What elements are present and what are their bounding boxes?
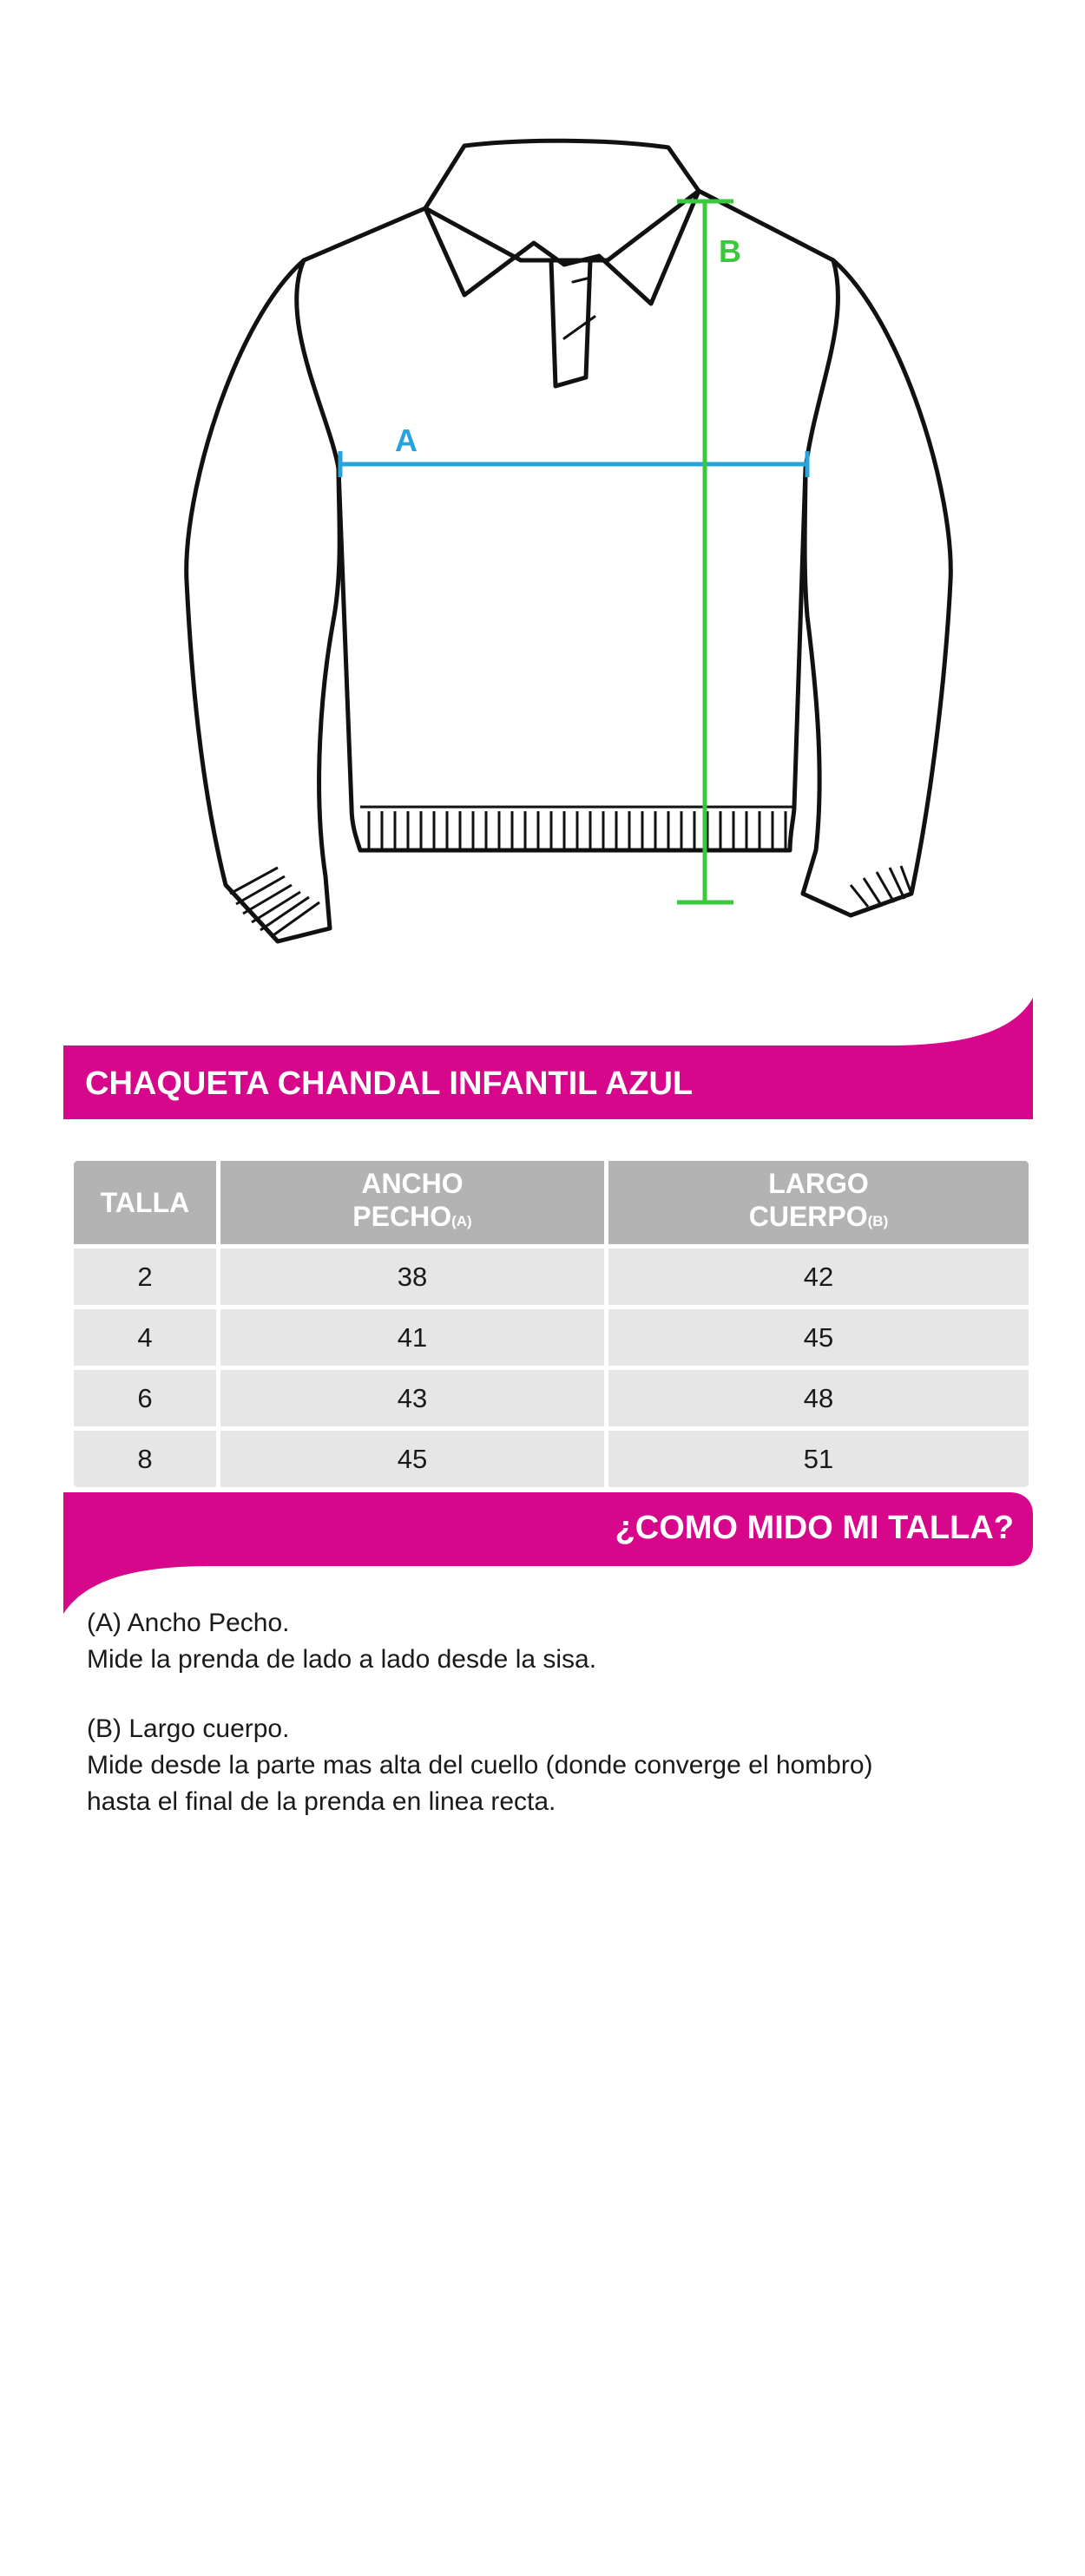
jacket-body [297,191,838,850]
measure-label-b: B [719,233,741,269]
table-row [74,1431,1029,1487]
how-to-measure-title: ¿COMO MIDO MI TALLA? [615,1510,1014,1546]
collar-back [425,141,699,260]
header-talla: TALLA [74,1161,216,1244]
jacket-measurement-diagram [156,130,972,980]
how-to-measure-band [63,1492,1033,1622]
header-ancho-pecho: ANCHO PECHO(A) [220,1161,604,1244]
size-table [69,1157,1033,1491]
instruction-b-text-1: Mide desde la parte mas alta del cuello (donde converge el hombro) [87,1751,873,1780]
cell-largo: 48 [608,1370,1029,1426]
measure-label-a: A [395,423,418,458]
cell-largo: 51 [608,1431,1029,1487]
measurement-instructions [87,1605,1024,1820]
right-cuff-ribbing [851,866,911,907]
cell-talla: 4 [74,1309,216,1366]
collar-front [425,191,699,304]
waistband-ribbing [369,811,786,849]
table-row [74,1249,1029,1305]
cell-largo: 45 [608,1309,1029,1366]
left-sleeve [187,260,340,941]
header-largo-cuerpo: LARGO CUERPO(B) [608,1161,1029,1244]
instruction-a-text: Mide la prenda de lado a lado desde la sisa. [87,1645,597,1674]
cell-talla: 2 [74,1249,216,1305]
table-header-row [74,1161,1029,1244]
page-title: CHAQUETA CHANDAL INFANTIL AZUL [85,1065,694,1102]
table-row [74,1370,1029,1426]
table-row [74,1309,1029,1366]
instruction-a-title: (A) Ancho Pecho. [87,1609,290,1637]
instruction-b-title: (B) Largo cuerpo. [87,1714,290,1743]
instruction-b-text-2: hasta el final de la prenda en linea recta. [87,1787,556,1816]
title-band [63,998,1033,1128]
cell-talla: 8 [74,1431,216,1487]
cell-ancho: 43 [220,1370,604,1426]
cell-ancho: 38 [220,1249,604,1305]
cell-ancho: 45 [220,1431,604,1487]
cell-talla: 6 [74,1370,216,1426]
cell-ancho: 41 [220,1309,604,1366]
cell-largo: 42 [608,1249,1029,1305]
right-sleeve [803,260,950,915]
